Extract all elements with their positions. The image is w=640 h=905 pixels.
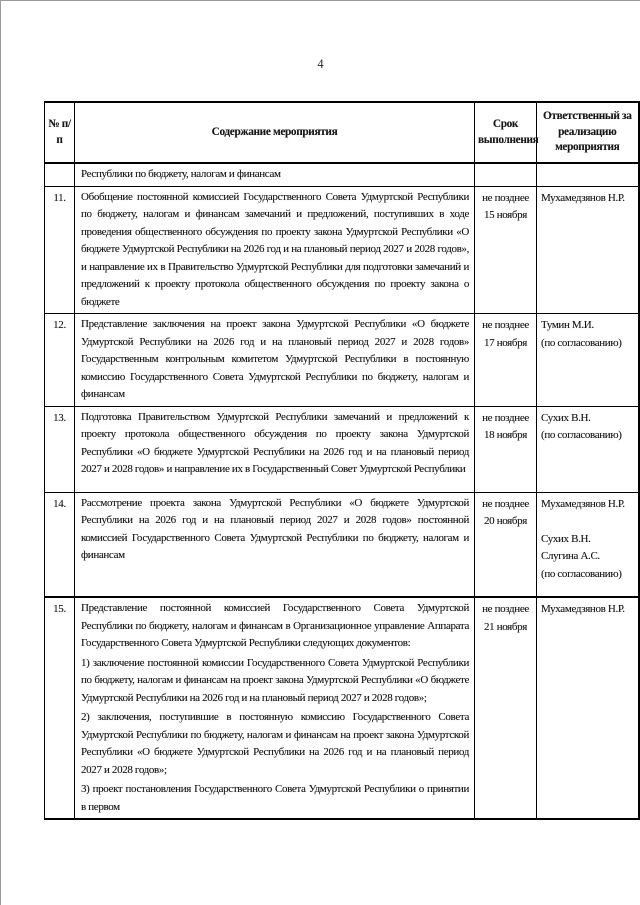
table-row xyxy=(45,492,639,597)
row-responsible-cell xyxy=(537,406,639,492)
row-responsible-cell xyxy=(537,314,639,407)
row-responsible-cell xyxy=(537,186,639,314)
row-deadline-cell xyxy=(475,597,537,819)
table-row xyxy=(45,406,639,492)
deadline-line: 18 ноября xyxy=(484,429,527,441)
table-row xyxy=(45,314,639,407)
responsible-line: Слугина А.С. xyxy=(541,550,600,562)
row-content-cell xyxy=(75,163,475,186)
row-deadline-cell xyxy=(475,492,537,597)
responsible-line: (по согласованию) xyxy=(541,429,622,441)
row-number-cell: 14. xyxy=(45,492,75,597)
table-row xyxy=(45,186,639,314)
row-responsible-cell xyxy=(537,492,639,597)
deadline-line: 20 ноября xyxy=(484,515,527,527)
header-cell-responsible: Ответственный за реализацию мероприятия xyxy=(537,102,639,163)
responsible-line: Тумин М.И. xyxy=(541,319,594,331)
content-paragraph: Представление постоянной комиссией Государственного Совета Удмуртской Республики по бюджету, налогам и финансам в Организационное управление Аппарата Государственного Совета Удмуртской Республики следующих документов: xyxy=(81,602,469,649)
header-cell-number: № п/п xyxy=(45,102,75,163)
responsible-line: Сухих В.Н. xyxy=(541,532,591,545)
content-paragraph: Подготовка Правительством Удмуртской Республики замечаний и предложений к проекту протокола общественного обсуждения по проекту закона Удмуртской Республики «О бюджете Удмуртской Республики на 2026 год и на плановый период 2027 и 2028 годов» и направление их в Государственный Совет Удмуртской Республики xyxy=(81,410,469,475)
content-paragraph: Рассмотрение проекта закона Удмуртской Республики «О бюджете Удмуртской Республики на 2026 год и на плановый период 2027 и 2028 годов» постоянной комиссией Государственного Совета Удмуртской Республики по бюджету, налогам и финансам xyxy=(81,496,469,561)
row-content-cell xyxy=(75,314,475,407)
header-cell-deadline: Срок выполнения xyxy=(475,102,537,163)
content-paragraph: Представление заключения на проект закона Удмуртской Республики «О бюджете Удмуртской Республики на 2026 год и на плановый период 2027 и 2028 годов» Государственным контрольным комитетом Удмуртской Республики в постоянную комиссию Государственного Совета Удмуртской Республики по бюджету, налогам и финансам xyxy=(81,318,469,400)
row-content-cell xyxy=(75,492,475,597)
row-number-cell xyxy=(45,163,75,186)
responsible-line: Мухамедзянов Н.Р. xyxy=(541,497,625,510)
responsible-line: Сухих В.Н. xyxy=(541,411,591,424)
row-number-cell: 15. xyxy=(45,597,75,819)
row-content-cell xyxy=(75,597,475,819)
content-paragraph: 1) заключение постоянной комиссии Государственного Совета Удмуртской Республики по бюджету, налогам и финансам на проект закона Удмуртской Республики «О бюджете Удмуртской Республики на 2026 год и на плановый период 2027 и 2028 годов»; xyxy=(81,656,469,704)
deadline-line: не позднее xyxy=(482,411,529,424)
header-cell-content: Содержание мероприятия xyxy=(75,102,475,163)
responsible-line: Мухамедзянов Н.Р. xyxy=(541,603,625,615)
responsible-line xyxy=(541,513,634,531)
deadline-line: не позднее xyxy=(482,319,529,331)
row-responsible-cell xyxy=(537,597,639,819)
row-deadline-cell xyxy=(475,163,537,186)
page-number: 4 xyxy=(317,57,324,71)
row-number-cell: 13. xyxy=(45,406,75,492)
content-paragraph: Обобщение постоянной комиссией Государственного Совета Удмуртской Республики по бюджету, налогам и финансам замечаний и предложений, поступивших в ходе проведения общественного обсуждения по проекту закона Удмуртской Республики «О бюджете Удмуртской Республики на 2026 год и на плановый период 2027 и 2028 годов», и направление их в Правительство Удмуртской Республики для подготовки замечаний и предложений к проекту протокола общественного обсуждения по проекту закона о бюджете xyxy=(81,190,469,308)
row-content-cell xyxy=(75,406,475,492)
table-header-row xyxy=(45,102,639,163)
content-paragraph: Республики по бюджету, налогам и финансам xyxy=(81,168,281,180)
row-number-cell: 11. xyxy=(45,186,75,314)
deadline-line: 21 ноября xyxy=(484,620,527,633)
row-deadline-cell xyxy=(475,406,537,492)
deadline-line: 15 ноября xyxy=(484,209,527,221)
row-responsible-cell xyxy=(537,163,639,186)
content-paragraph: 3) проект постановления Государственного Совета Удмуртской Республики о принятии в первом xyxy=(81,783,469,813)
row-deadline-cell xyxy=(475,314,537,407)
content-paragraph: 2) заключения, поступившие в постоянную комиссию Государственного Совета Удмуртской Республики по бюджету, налогам и финансам на проект закона Удмуртской Республики «О бюджете Удмуртской Республики на 2026 год и на плановый период 2027 и 2028 годов»; xyxy=(81,711,469,776)
deadline-line: 17 ноября xyxy=(484,336,527,349)
events-plan-table xyxy=(44,101,640,820)
table-header xyxy=(45,102,639,163)
deadline-line: не позднее xyxy=(482,603,529,615)
table-row xyxy=(45,597,639,819)
responsible-line: (по согласованию) xyxy=(541,567,622,580)
row-number-cell: 12. xyxy=(45,314,75,407)
table-body xyxy=(45,163,639,819)
deadline-line: не позднее xyxy=(482,191,529,204)
row-deadline-cell xyxy=(475,186,537,314)
table-row xyxy=(45,163,639,186)
responsible-line: (по согласованию) xyxy=(541,336,622,349)
deadline-line: не позднее xyxy=(482,497,529,510)
responsible-line: Мухамедзянов Н.Р. xyxy=(541,191,625,204)
row-content-cell xyxy=(75,186,475,314)
